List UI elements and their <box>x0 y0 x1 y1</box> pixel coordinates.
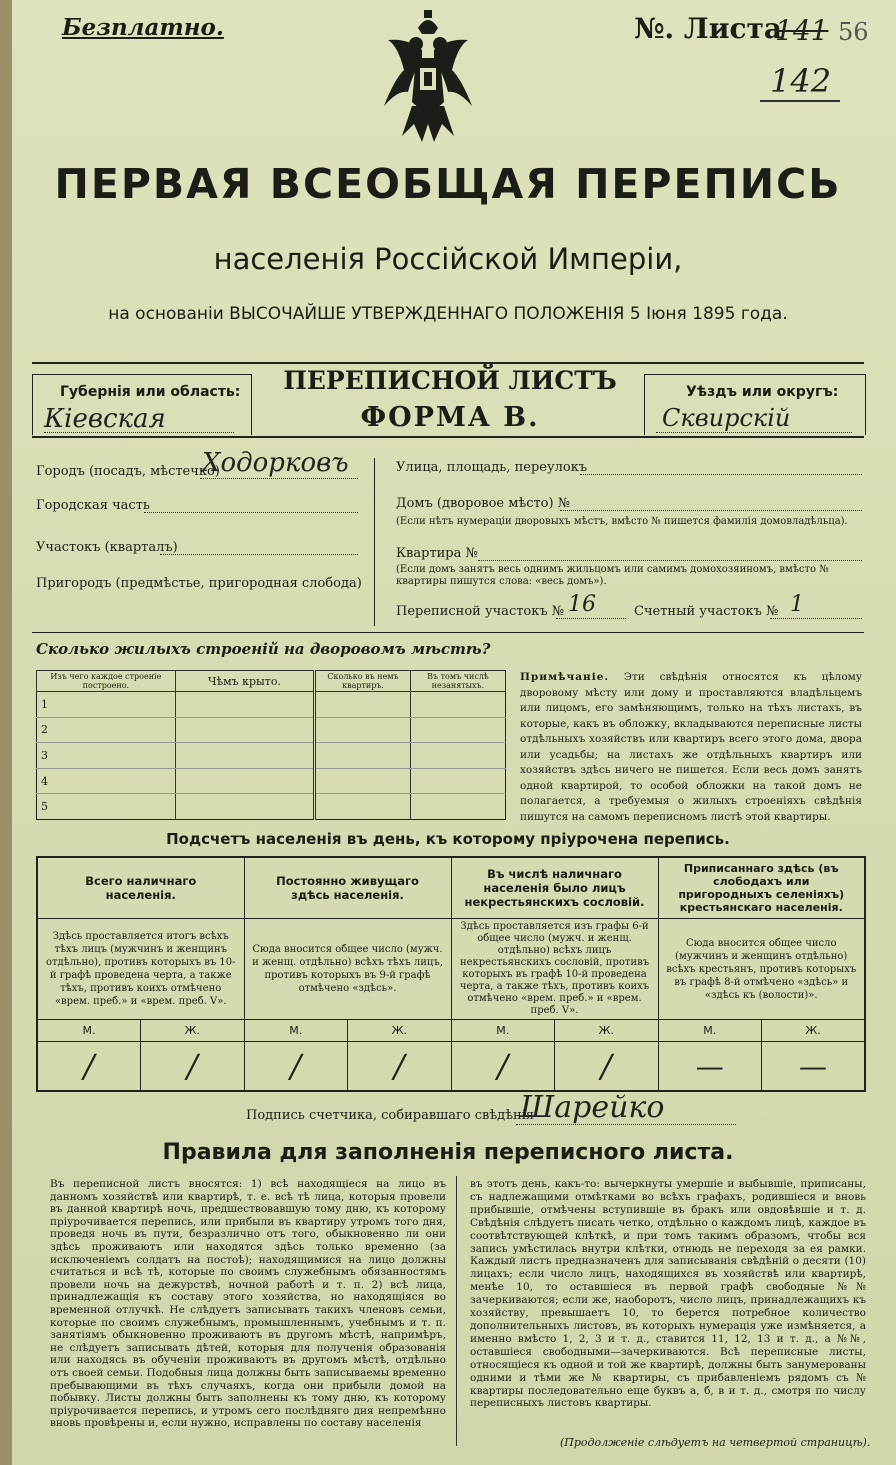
buildings-table <box>36 670 506 820</box>
signature-line <box>516 1124 736 1125</box>
tally-f-label: Ж. <box>762 1020 866 1042</box>
district-label: Уѣздъ или округъ: <box>686 384 839 400</box>
sheet-title: ПЕРЕПИСНОЙ ЛИСТЪ <box>283 366 617 395</box>
free-label: Безплатно. <box>62 14 224 41</box>
house-label: Домъ (дворовое мѣсто) № <box>396 496 571 511</box>
imperial-eagle-icon <box>378 10 478 150</box>
tally-header-non-peasant: Въ числѣ наличнаго населенія было лицъ некрестьянскихъ сословій. <box>451 857 658 919</box>
buildings-header-material: Изъ чего каждое строеніе построено. <box>37 671 176 692</box>
buildings-note-title: Примѣчаніе. <box>520 671 610 683</box>
city-label: Городъ (посадъ, мѣстечко) <box>36 464 220 479</box>
tally-value-peasant-f: — <box>762 1042 866 1092</box>
precinct-label: Участокъ (кварталъ) <box>36 540 178 555</box>
count-section-label: Счетный участокъ № <box>634 604 779 619</box>
city-line <box>200 478 358 479</box>
rules-right-column: въ этотъ день, какъ-то: вычеркнуты умершіе и выбывшіе, приписаны, съ надлежащими отмѣтками во всѣхъ графахъ, родившіеся и вновь прибывшіе, отмѣчены вступившіе въ бракъ или овдовѣвшіе и т. д. Свѣдѣнія слѣдуетъ писать четко, отдѣльно о каждомъ лицѣ, каждое въ соотвѣтствующей клѣткѣ, и при томъ такимъ образомъ, чтобы вся запись умѣстилась внутри клѣтки, отнюдь не переходя за ея рамки. Каждый листъ предназначенъ для записыванія свѣдѣній о десяти (10) лицахъ; если число лицъ, находящихся въ хозяйствѣ или квартирѣ, менѣе 10, то оставшіеся въ первой графѣ свободные №№ зачеркиваются; если же, наоборотъ, число лицъ, принадлежащихъ къ хозяйству, превышаетъ 10, то берется потребное количество дополнительныхъ листовъ, въ которыхъ нумерація уже измѣняется, а именно вмѣсто 1, 2, 3 и т. д., ставится 11, 12, 13 и т. д., а №№, оставшіеся свободными—зачеркиваются. Всѣ переписные листы, относящіеся къ одной и той же квартирѣ, должны быть занумерованы одними и тѣми же № квартиры, съ прибавленіемъ рядомъ съ № квартиры последовательно еще буквъ а, б, в и т. д., смотря по числу переписныхъ листовъ квартиры. <box>470 1178 866 1410</box>
rules-column-divider <box>456 1176 457 1446</box>
tally-value-permanent-m: / <box>244 1042 348 1092</box>
sheet-number-label: №. Листа <box>634 12 782 45</box>
census-section-label: Переписной участокъ № <box>396 604 565 619</box>
rules-title: Правила для заполненія переписного листа. <box>162 1140 734 1165</box>
tally-m-label: М. <box>37 1020 141 1042</box>
signature-label: Подпись счетчика, собиравшаго свѣдѣнія <box>246 1108 535 1123</box>
tally-value-peasant-m: — <box>658 1042 762 1092</box>
district-line <box>656 432 852 433</box>
tally-f-label: Ж. <box>348 1020 452 1042</box>
buildings-row-number: 4 <box>37 768 176 794</box>
tally-table <box>36 856 866 1092</box>
census-basis: на основаніи ВЫСОЧАЙШЕ УТВЕРЖДЕННАГО ПОЛОЖЕНІЯ 5 Іюня 1895 года. <box>108 304 788 324</box>
buildings-row-number: 2 <box>37 717 176 743</box>
tally-f-label: Ж. <box>141 1020 245 1042</box>
province-line <box>44 432 234 433</box>
form-label: ФОРМА В. <box>360 402 540 433</box>
buildings-row-number: 1 <box>37 692 176 718</box>
section-divider <box>32 632 864 633</box>
tally-m-label: М. <box>658 1020 762 1042</box>
tally-value-non-peasant-m: / <box>451 1042 555 1092</box>
house-line <box>560 510 862 511</box>
sheet-number-crossed: 141 <box>775 14 829 47</box>
rules-left-column: Въ переписной листъ вносятся: 1) всѣ находящіеся на лицо въ данномъ хозяйствѣ или квартирѣ, т. е. всѣ тѣ лица, которыя провели въ данной квартирѣ ночь, предшествовавшую тому дню, къ которому пріурочивается перепись, или прибыли въ квартиру утромъ того дня, проведя ночь въ пути, безразлично отъ того, обыкновенно ли они здѣсь проживаютъ или находятся здѣсь только временно (за исключеніемъ солдатъ на постоѣ); находящимися на лицо должны считаться и всѣ тѣ, которые по своимъ служебнымъ обязанностямъ провели ночь на дежурствѣ, ночной работѣ и т. п. 2) всѣ лица, принадлежащія къ составу этого хозяйства, но находящіяся во временной отлучкѣ. Не слѣдуетъ записывать такихъ членовъ семьи, которые по своимъ служебнымъ, промышленнымъ, учебнымъ и т. п. занятіямъ обыкновенно проживаютъ въ другомъ мѣстѣ, напримѣръ, не слѣдуетъ записывать дѣтей, которыя для полученія образованія или находясь въ обученіи проживаютъ въ другомъ мѣстѣ, отдѣльно отъ своей семьи. Подобныя лица должны быть записываемы временно пребывающими въ тѣхъ случаяхъ, когда они прибыли домой на побывку. Листы должны быть заполнены къ тому дню, къ которому пріурочивается перепись, и утромъ сего послѣдняго дня непремѣнно вновь провѣрены и, если нужно, исправлены по составу населенія <box>50 1178 446 1430</box>
signature-value: Шарейко <box>520 1090 665 1125</box>
tally-title: Подсчетъ населенія въ день, къ которому пріурочена перепись. <box>166 830 730 848</box>
suburb-label: Пригородъ (предмѣстье, пригородная слобода) <box>36 576 362 591</box>
province-value: Кіевская <box>44 404 166 434</box>
buildings-row-number: 5 <box>37 794 176 820</box>
tally-value-permanent-f: / <box>348 1042 452 1092</box>
address-divider <box>374 458 375 626</box>
street-line <box>580 474 862 475</box>
tally-m-label: М. <box>451 1020 555 1042</box>
street-label: Улица, площадь, переулокъ <box>396 460 588 475</box>
binding-edge <box>0 0 12 1465</box>
province-label: Губернія или область: <box>60 384 241 400</box>
buildings-header-apartments: Сколько въ немъ квартиръ. <box>315 671 411 692</box>
city-part-line <box>144 512 358 513</box>
buildings-header-roof: Чѣмъ крыто. <box>175 671 314 692</box>
apartment-note: (Если домъ занятъ весь однимъ жильцомъ или самимъ домохозяиномъ, вмѣсто № квартиры пишутся слова: «весь домъ»). <box>396 564 829 587</box>
buildings-note-text: Эти свѣдѣнія относятся къ цѣлому дворовому мѣсту или дому и проставляются владѣльцемъ или лицомъ, его замѣняющимъ, только на тѣхъ листахъ, въ которые, какъ въ обложку, вкладываются переписные листы отдѣльныхъ хозяйствъ или квартиръ всего этого дома, двора или усадьбы; на листахъ же отдѣльныхъ квартиръ или хозяйствъ здѣсь ничего не пишется. Если весь домъ занятъ одной квартирой, то особой обложки на такой домъ не полагается, а требуемыя о жилыхъ строеніяхъ свѣдѣнія пишутся на самомъ переписномъ листѣ этой квартиры. <box>520 671 862 823</box>
count-section-value: 1 <box>790 592 804 617</box>
tally-m-label: М. <box>244 1020 348 1042</box>
census-subtitle: населенія Россійской Имперіи, <box>213 242 683 276</box>
buildings-note-block <box>520 670 862 825</box>
buildings-row-number: 3 <box>37 743 176 769</box>
apartment-label: Квартира № <box>396 546 478 561</box>
rules-continued: (Продолженіе слѣдуетъ на четвертой страницѣ). <box>560 1436 871 1449</box>
tally-f-label: Ж. <box>555 1020 659 1042</box>
district-value: Сквирскій <box>662 404 791 432</box>
precinct-line <box>160 554 358 555</box>
tally-value-total-m: / <box>37 1042 141 1092</box>
tally-value-total-f: / <box>141 1042 245 1092</box>
tally-desc-non-peasant: Здѣсь проставляется изъ графы 6-й общее число (мужч. и женщ. отдѣльно) всѣхъ лицъ некрестьянскихъ сословій, противъ которыхъ въ графѣ 10-й проведена черта, а также тѣхъ, противъ коихъ отмѣчено «врем. преб.» и «врем. преб. V». <box>451 919 658 1020</box>
sheet-number-underline <box>760 100 840 102</box>
buildings-question: Сколько жилыхъ строеній на дворовомъ мѣстѣ? <box>36 640 491 658</box>
tally-header-permanent: Постоянно живущаго здѣсь населенія. <box>244 857 451 919</box>
tally-header-total: Всего наличнаго населенія. <box>37 857 244 919</box>
city-part-label: Городская часть <box>36 498 150 513</box>
tally-desc-permanent: Сюда вносится общее число (мужч. и женщ. отдѣльно) всѣхъ тѣхъ лицъ, противъ которыхъ въ 9-й графѣ отмѣчено «здѣсь». <box>244 919 451 1020</box>
buildings-header-vacant: Въ томъ числѣ незанятыхъ. <box>410 671 505 692</box>
census-section-value: 16 <box>568 592 596 617</box>
sheet-number-handwritten: 142 <box>770 62 832 100</box>
tally-desc-peasant: Сюда вносится общее число (мужчинъ и женщинъ отдѣльно) всѣхъ крестьянъ, противъ которыхъ въ графѣ 8-й отмѣчено «здѣсь» и «здѣсь къ (волости)». <box>658 919 865 1020</box>
count-section-line <box>770 618 862 619</box>
tally-value-non-peasant-f: / <box>555 1042 659 1092</box>
city-value: Ходорковъ <box>202 448 349 478</box>
tally-header-peasant: Приписаннаго здѣсь (въ слободахъ или пригородныхъ селеніяхъ) крестьянскаго населенія. <box>658 857 865 919</box>
tally-desc-total: Здѣсь проставляется итогъ всѣхъ тѣхъ лицъ (мужчинъ и женщинъ отдѣльно), противъ которыхъ въ 10-й графѣ проведена черта, а также тѣхъ, противъ коихъ отмѣчено «врем. преб.» и «врем. преб. V». <box>37 919 244 1020</box>
apartment-line <box>478 560 862 561</box>
house-note: (Если нѣтъ нумераціи дворовыхъ мѣстъ, вмѣсто № пишется фамилія домовладѣльца). <box>396 516 848 527</box>
census-title: ПЕРВАЯ ВСЕОБЩАЯ ПЕРЕПИСЬ <box>54 160 842 208</box>
census-section-line <box>556 618 626 619</box>
sheet-number-stamp: 56 <box>838 18 869 46</box>
